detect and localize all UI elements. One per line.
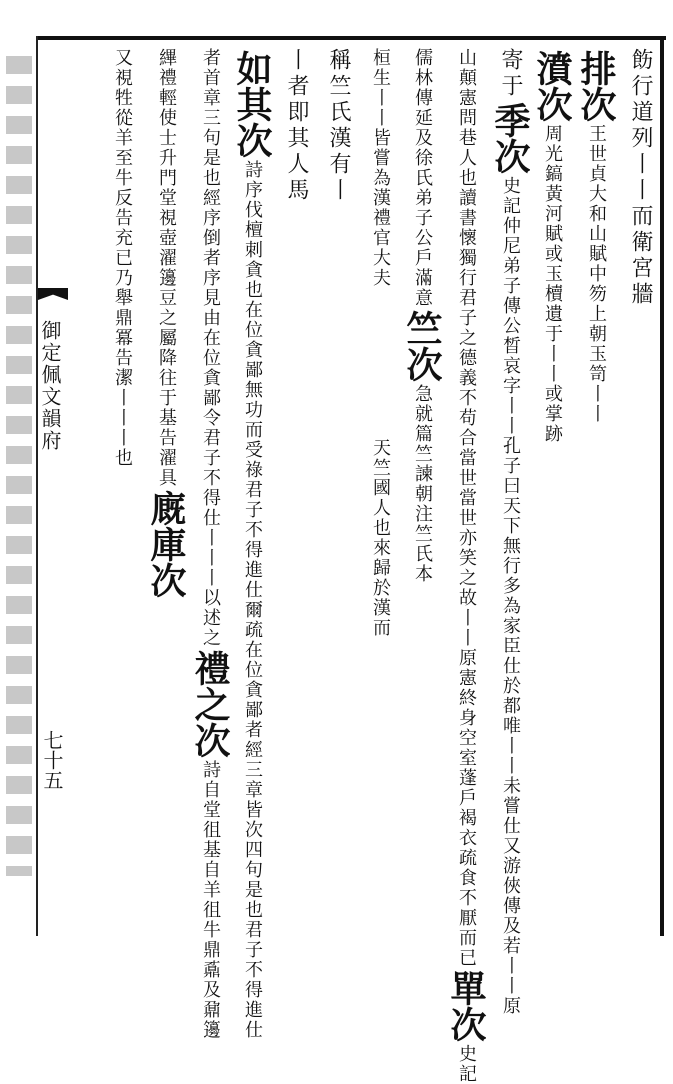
headword: 濆次 — [531, 50, 573, 122]
column-text: 王世貞大和山賦中笏上朝玉笥丨丨 — [586, 124, 607, 424]
headword: 竺次 — [401, 310, 443, 382]
column-2 — [576, 48, 616, 928]
column-1 — [620, 48, 660, 928]
column-post: 詩自堂徂基自羊徂牛鼎鼒及鼐籩 — [200, 760, 221, 1040]
headword: 單次 — [445, 970, 487, 1042]
book-title: 御定佩文韻府 — [38, 320, 62, 452]
gutter-shadow — [6, 56, 32, 876]
headword: 如其次 — [231, 50, 273, 158]
column-7 — [360, 48, 400, 928]
binding-gutter — [0, 36, 36, 936]
column-5 — [445, 48, 487, 1084]
right-border — [660, 36, 664, 936]
top-border — [36, 36, 666, 40]
margin-rule — [36, 36, 38, 936]
headword: 排次 — [575, 50, 617, 122]
column-8 — [318, 48, 358, 928]
column-10 — [231, 48, 273, 1040]
column-text: 桓生丨丨皆嘗為漢禮官大夫 — [370, 48, 391, 288]
column-9 — [276, 48, 316, 928]
column-text: 稱竺氏漢有丨 — [326, 48, 351, 204]
column-pre: 寄于 — [498, 48, 523, 100]
headword: 廐庫次 — [145, 490, 187, 598]
column-text: 又視牲從羊至牛反告充已乃舉鼎冪告潔丨丨丨也 — [112, 48, 133, 468]
column-3 — [532, 48, 572, 928]
column-4 — [489, 48, 531, 1016]
column-text: 儒林傳延及徐氏弟子公戶滿意 — [412, 48, 433, 308]
column-text: 飭行道列丨丨而衛宮牆 — [628, 48, 653, 308]
column-post: 史記 — [456, 1044, 477, 1084]
column-text: 丨者即其人馬 — [284, 48, 309, 204]
column-text: 者首章三句是也經序倒者序見由在位貪鄙令君子不得仕丨丨丨以述之 — [200, 48, 221, 648]
column-text: 周光鎬黃河賦或玉櫝遺于丨丨或掌跡 — [542, 124, 563, 444]
column-text: 山顛憲問巷人也讀書懷獨行君子之德義不苟合當世當世亦笑之故丨丨原憲終身空室蓬戶褐衣疏食不厭而已 — [456, 48, 477, 968]
column-12 — [146, 48, 186, 928]
column-post: 天竺國人也來歸於漢而 — [370, 438, 391, 638]
column-6 — [402, 48, 442, 928]
headword: 季次 — [489, 102, 531, 174]
column-text: 縪禮輕使士升門堂視壺濯籩豆之屬降往于基告濯具 — [156, 48, 177, 488]
column-post: 急就篇竺諫朝注竺氏本 — [412, 384, 433, 584]
column-11 — [189, 48, 231, 1040]
page-number: 七十五 — [40, 730, 64, 790]
column-text: 詩序伐檀刺貪也在位貪鄙無功而受祿君子不得進仕爾疏在位貪鄙者經三章皆次四句是也君子不得進仕 — [242, 160, 263, 1040]
column-text: 史記仲尼弟子傳公晳哀字丨丨孔子曰天下無行多為家臣仕於都唯丨丨未嘗仕又游俠傳及若丨丨原 — [500, 176, 521, 1016]
fishtail-mark — [38, 288, 68, 300]
headword: 禮之次 — [189, 650, 231, 758]
column-13 — [102, 48, 142, 928]
